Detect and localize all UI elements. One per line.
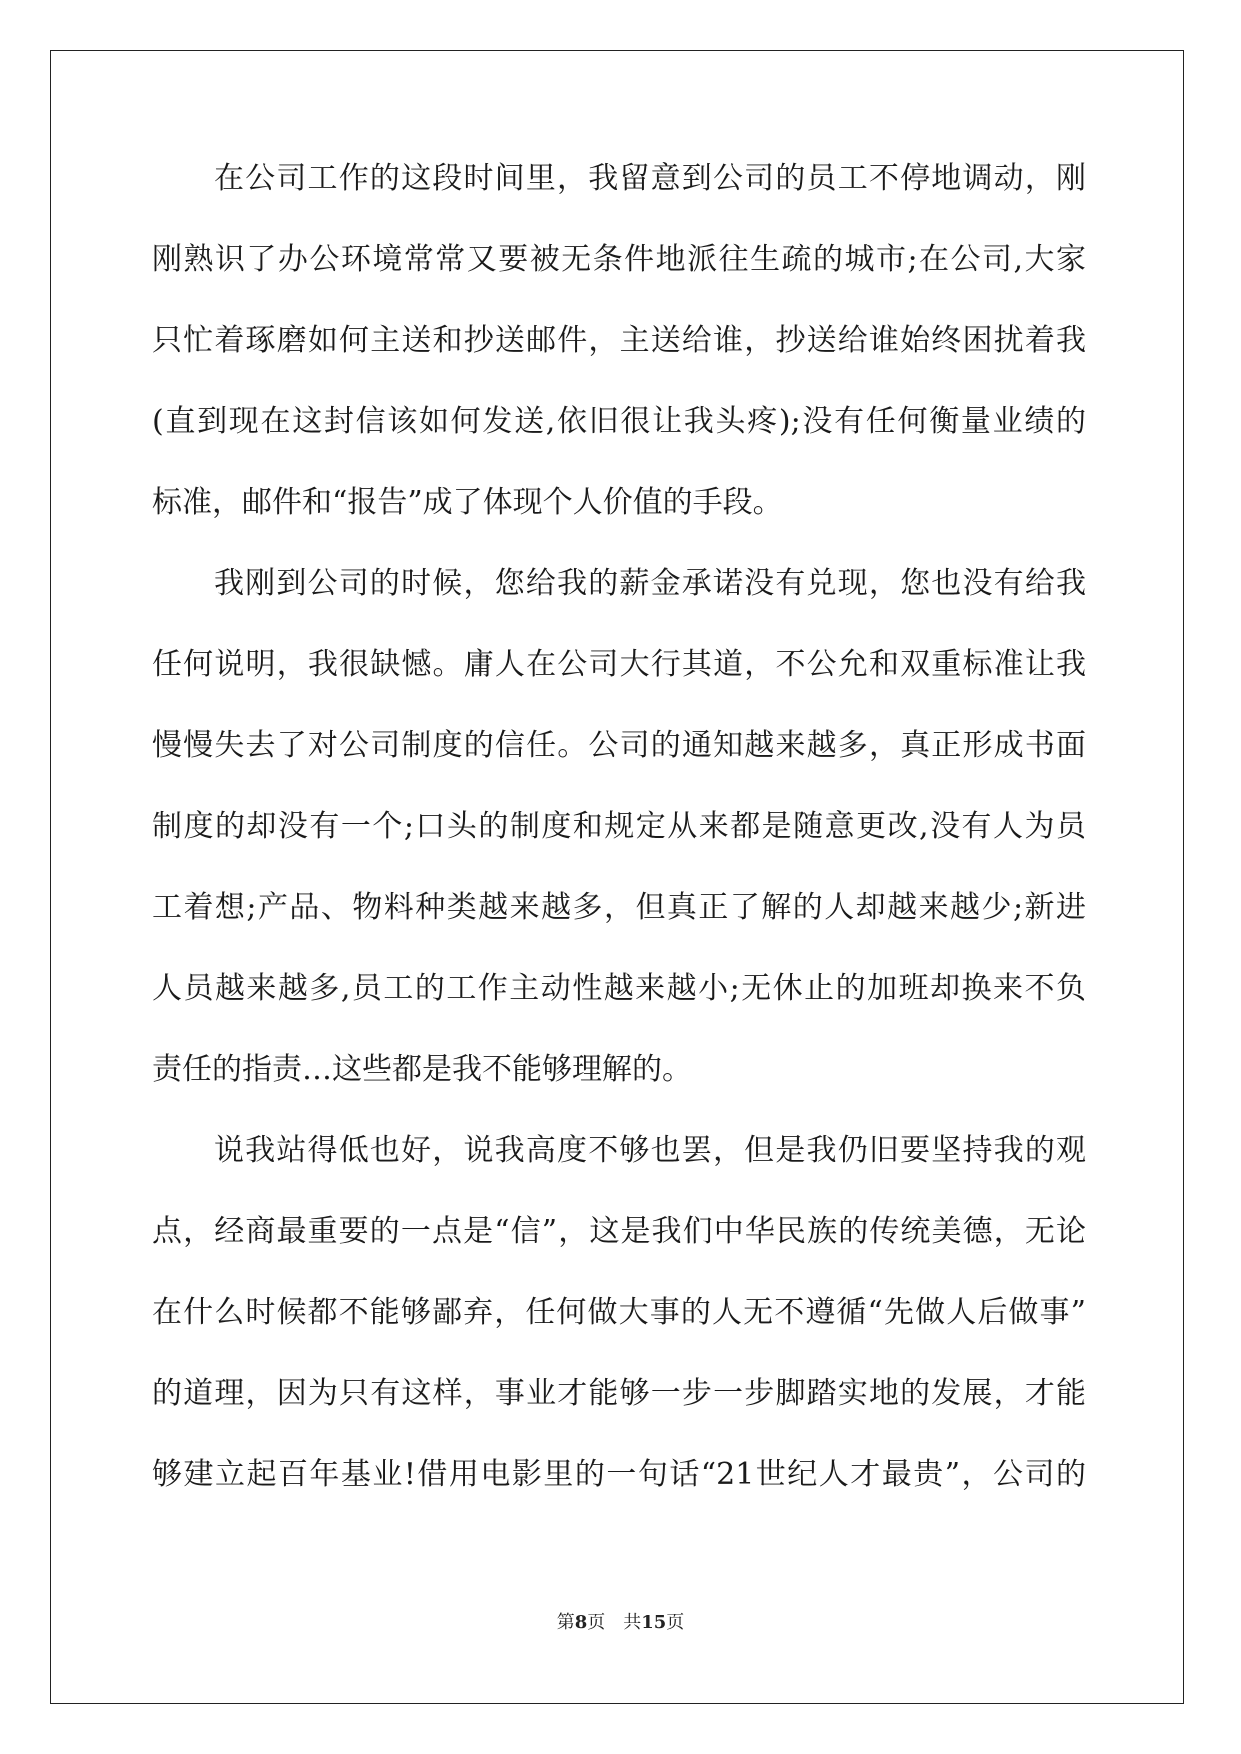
text-line: 说我站得低也好，说我高度不够也罢，但是我仍旧要坚持我的观 [214,1133,1086,1168]
text-line: 点，经商最重要的一点是“信”，这是我们中华民族的传统美德，无论 [152,1214,1086,1249]
text-line: 人员越来越多,员工的工作主动性越来越小;无休止的加班却换来不负 [152,971,1086,1006]
text-line: 在什么时候都不能够鄙弃，任何做大事的人无不遵循“先做人后做事” [152,1295,1086,1330]
footer-total-suffix: 页 [666,1612,685,1633]
text-line: 任何说明，我很缺憾。庸人在公司大行其道，不公允和双重标准让我 [152,647,1086,682]
footer-page-suffix: 页 [587,1612,606,1633]
text-line: 标准，邮件和“报告”成了体现个人价值的手段。 [152,485,783,520]
document-body [152,160,1086,1537]
footer-prefix: 第 [556,1612,575,1633]
text-line: 制度的却没有一个;口头的制度和规定从来都是随意更改,没有人为员 [152,809,1086,844]
current-page-number: 8 [574,1612,588,1633]
paragraph-2 [152,565,1086,1132]
text-line: 责任的指责…这些都是我不能够理解的。 [152,1052,692,1087]
text-line: 够建立起百年基业!借用电影里的一句话“21世纪人才最贵”，公司的 [152,1457,1086,1492]
text-line: 只忙着琢磨如何主送和抄送邮件，主送给谁，抄送给谁始终困扰着我 [152,323,1086,358]
text-line: 我刚到公司的时候，您给我的薪金承诺没有兑现，您也没有给我 [214,566,1086,601]
text-line: 工着想;产品、物料种类越来越多，但真正了解的人却越来越少;新进 [152,890,1086,925]
text-line: 慢慢失去了对公司制度的信任。公司的通知越来越多，真正形成书面 [152,728,1086,763]
text-line: 在公司工作的这段时间里，我留意到公司的员工不停地调动，刚 [214,161,1086,196]
total-page-number: 15 [641,1612,667,1633]
paragraph-3 [152,1132,1086,1537]
footer-total-prefix: 共 [623,1612,642,1633]
text-line: 的道理，因为只有这样，事业才能够一步一步脚踏实地的发展，才能 [152,1376,1086,1411]
text-line: (直到现在这封信该如何发送,依旧很让我头疼);没有任何衡量业绩的 [152,404,1086,439]
text-line: 刚熟识了办公环境常常又要被无条件地派往生疏的城市;在公司,大家 [152,242,1086,277]
page-footer [0,1608,1241,1634]
paragraph-1 [152,160,1086,565]
